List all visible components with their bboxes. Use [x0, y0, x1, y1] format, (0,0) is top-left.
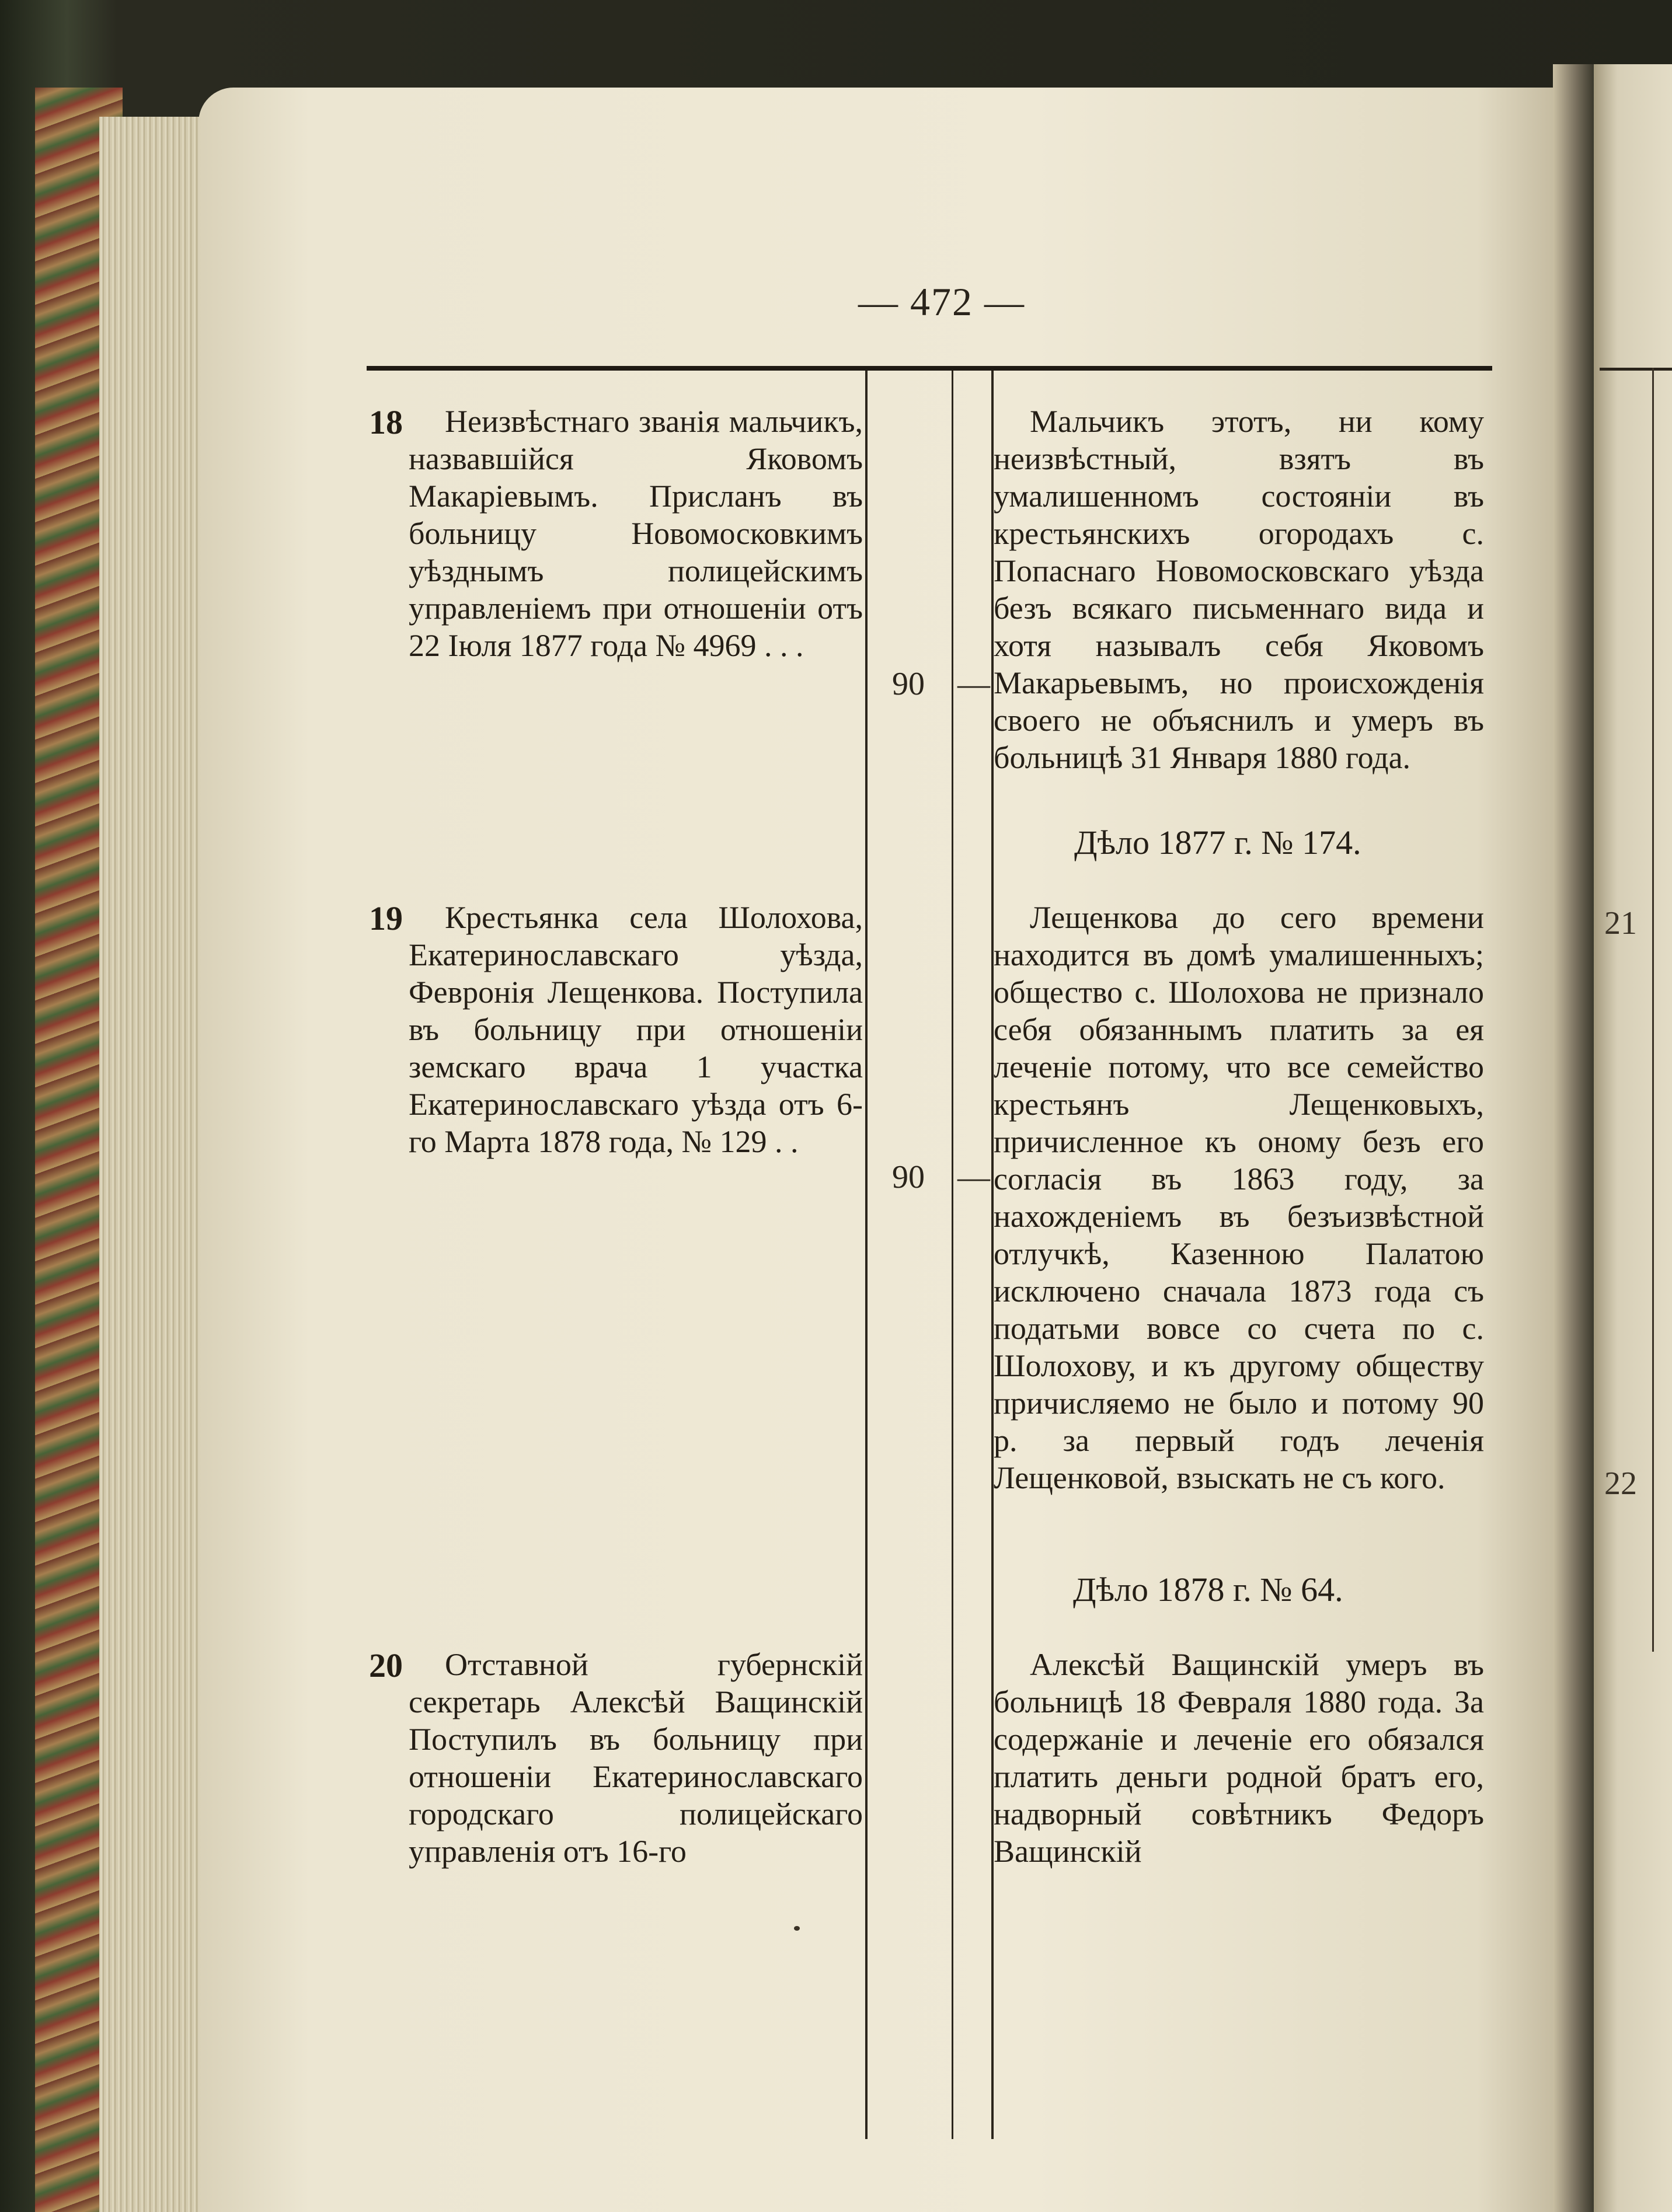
- entry-note-text: Мальчикъ этотъ, ни кому неизвѣстный, взятъ въ умалишенномъ состояніи въ крестьянскихъ огородахъ с. Попаснаго Новомосковскаго уѣзда безъ всякаго письменнаго вида и хотя называлъ себя Яковомъ Макарьевымъ, но происхожденія своего не объяснилъ и умеръ въ больницѣ 31 Января 1880 года.: [994, 404, 1484, 775]
- entry-number: 20: [369, 1646, 403, 1684]
- entry-note: [994, 403, 1484, 776]
- book-gutter: [1553, 64, 1594, 2212]
- entry-amount: 90: [892, 1159, 925, 1195]
- entry-description-text: Неизвѣстнаго званія мальчикъ, назвавшійся Яковомъ Макаріевымъ. Присланъ въ больницу Новомосковкимъ уѣзднымъ полицейскимъ управленіемъ при отношеніи отъ 22 Іюля 1877 года № 4969 . . .: [409, 404, 863, 663]
- column-divider: [865, 371, 868, 2139]
- entry-description: [409, 899, 863, 1160]
- next-page-entry-number: 22: [1604, 1466, 1637, 1502]
- entry-description: [409, 403, 863, 664]
- page-number: — 472 —: [858, 280, 1025, 324]
- entry-kopecks: —: [957, 1159, 990, 1195]
- entry-kopecks: —: [957, 666, 990, 702]
- entry-note-text: Лещенкова до сего времени находится въ домѣ умалишенныхъ; общество с. Шолохова не признало себя обязаннымъ платить за ея леченіе потому, что все семейство крестьянъ Лещенковыхъ, причисленное къ оному безъ его согласія въ 1863 году, за нахожденіемъ въ безъизвѣстной отлучкѣ, Казенною Палатою исключено сначала 1873 года съ податьми вовсе со счета по с. Шолохову, и къ другому обществу причисляемо не было и потому 90 р. за первый годъ леченія Лещенковой, взыскать не съ кого.: [994, 900, 1484, 1495]
- next-page-entry-number: 21: [1604, 905, 1637, 941]
- entry-number: 18: [369, 403, 403, 441]
- case-reference: Дѣло 1878 г. № 64.: [1073, 1571, 1343, 1609]
- entry-description-text: Крестьянка села Шолохова, Екатеринославскаго уѣзда, Февронія Лещенкова. Поступила въ больницу при отношеніи земскаго врача 1 участка Екатеринославскаго уѣзда отъ 6-го Марта 1878 года, № 129 . .: [409, 900, 863, 1159]
- entry-note: [994, 899, 1484, 1496]
- entry-number: 19: [369, 899, 403, 937]
- entry-description-text: Отставной губернскій секретарь Алексѣй Ващинскій Поступилъ въ больницу при отношеніи Екатеринославскаго городскаго полицейскаго управленія отъ 16-го: [409, 1647, 863, 1869]
- ink-speck: [794, 1926, 800, 1931]
- case-reference: Дѣло 1877 г. № 174.: [1074, 824, 1361, 861]
- table-top-rule: [367, 366, 1492, 371]
- entry-description: [409, 1646, 863, 1870]
- entry-note-text: Алексѣй Ващинскій умеръ въ больницѣ 18 Февраля 1880 года. За содержаніе и леченіе его обязался платить деньги родной братъ его, надворный совѣтникъ Федоръ Ващинскій: [994, 1647, 1484, 1869]
- entry-note: [994, 1646, 1484, 1870]
- column-divider: [952, 371, 953, 2139]
- entry-amount: 90: [892, 666, 925, 702]
- next-page-fragment: [1594, 64, 1672, 2212]
- next-page-column-line: [1652, 368, 1654, 1652]
- next-page-rule: [1600, 368, 1672, 371]
